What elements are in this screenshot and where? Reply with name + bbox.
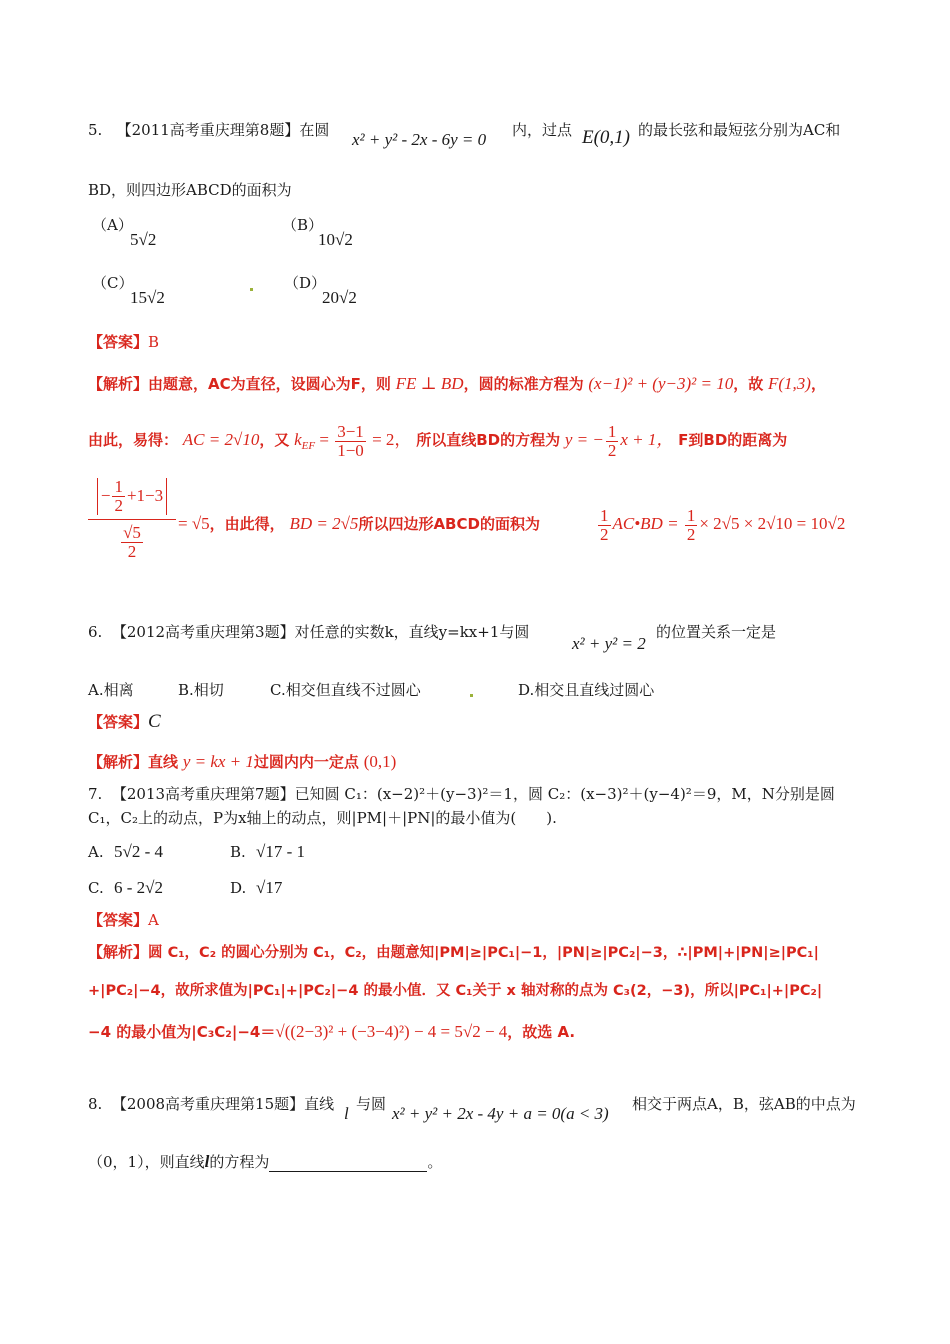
q5-number: 5. bbox=[88, 121, 103, 139]
q7-option-d-label: D. bbox=[230, 879, 247, 897]
q5-option-c-value: 15√2 bbox=[130, 288, 165, 307]
q5-solution-area: $\frac{1}{2}$ AC•BD = $\frac{1}{2}$ × 2√5 × 2√10 = 10√2 bbox=[600, 505, 846, 544]
q7-option-a-label: A. bbox=[88, 843, 104, 861]
answer-label: 【答案】 bbox=[88, 333, 149, 351]
answer-value: B bbox=[148, 333, 160, 351]
q5-answer bbox=[88, 332, 159, 352]
q6-option-b: B.相切 bbox=[178, 681, 224, 699]
q7-solution-line2: +|PC₂|−4，故所求值为|PC₁|+|PC₂|−4 的最小值．又 C₁关于 x 轴对称的点为 C₃(2，−3)，所以|PC₁|+|PC₂| bbox=[88, 983, 823, 999]
fraction: $\frac{1}{2}$ bbox=[686, 505, 696, 544]
q6-solution: 【解析】直线 y = kx + 1过圆内内一定点 (0,1) bbox=[88, 752, 397, 771]
q8-line-l: l bbox=[344, 1104, 349, 1123]
fraction: $\frac{1}{2}$ bbox=[114, 477, 123, 515]
q6-option-a: A.相离 bbox=[88, 681, 134, 699]
fraction: $\frac{√5}{2}$ bbox=[123, 523, 141, 561]
q7-line2: C₁，C₂上的动点，P为x轴上的动点，则|PM|＋|PN|的最小值为( ). bbox=[88, 809, 557, 827]
q5-line2: BD，则四边形ABCD的面积为 bbox=[88, 181, 292, 199]
q7-answer: 【答案】A bbox=[88, 911, 159, 929]
q8-circle-equation: x² + y² + 2x - 4y + a = 0(a < 3) bbox=[392, 1104, 609, 1123]
q6-option-d: D.相交且直线过圆心 bbox=[518, 681, 655, 699]
q8-text-mid: 与圆 bbox=[356, 1095, 387, 1113]
q5-line1 bbox=[88, 120, 329, 140]
q5-solution-line2: 由此，易得： AC = 2√10，又 $k_{EF}$ = $\frac{3-1}{1-0}$ = 2， 所以直线BD的方程为 y = − $\frac{1}{2}$ x + 1， F到BD的距离为 bbox=[88, 421, 788, 460]
q7-option-b-value: √17 - 1 bbox=[256, 842, 305, 861]
q8-source: 【2008高考重庆理第15题】 bbox=[111, 1095, 305, 1113]
q6-source: 【2012高考重庆理第3题】 bbox=[111, 623, 295, 641]
q5-option-b-label: （B） bbox=[282, 216, 324, 234]
stray-dot bbox=[250, 288, 253, 291]
q5-text-pre: 在圆 bbox=[299, 121, 330, 139]
q6-line1: 6. 【2012高考重庆理第3题】对任意的实数k，直线y=kx+1与圆 bbox=[88, 623, 530, 641]
q5-source: 【2011高考重庆理第8题】 bbox=[116, 121, 300, 139]
q5-option-c-label: （C） bbox=[92, 274, 134, 292]
solution-label: 【解析】 bbox=[88, 375, 149, 393]
q5-solution-line3: = √5，由此得， BD = 2√5所以四边形ABCD的面积为 bbox=[178, 514, 540, 533]
answer-blank[interactable] bbox=[269, 1155, 427, 1172]
q5-distance-fraction: − $\frac{1}{2}$ +1−3 $\frac{√5}{2}$ bbox=[88, 478, 176, 561]
q6-option-c: C.相交但直线不过圆心 bbox=[270, 681, 421, 699]
fraction: $\frac{1}{2}$ bbox=[600, 505, 609, 544]
q5-option-b-value: 10√2 bbox=[318, 230, 353, 249]
q5-text-mid: 内，过点 bbox=[512, 121, 573, 139]
q7-option-c-value: 6 - 2√2 bbox=[114, 878, 163, 897]
q6-text-post: 的位置关系一定是 bbox=[656, 623, 777, 641]
q7-solution-line3: −4 的最小值为|C₃C₂|−4＝√((2−3)² + (−3−4)²) − 4 = 5√2 − 4，故选 A. bbox=[88, 1022, 576, 1041]
q6-circle-equation: x² + y² = 2 bbox=[572, 634, 646, 653]
q7-option-d-value: √17 bbox=[256, 878, 283, 897]
q8-line2: （0，1），则直线l的方程为 。 bbox=[88, 1152, 443, 1171]
fraction: $\frac{3-1}{1-0}$ bbox=[337, 421, 364, 460]
q7-option-c-label: C. bbox=[88, 879, 104, 897]
q7-option-b-label: B. bbox=[230, 843, 246, 861]
q5-point-e: E(0,1) bbox=[582, 127, 631, 148]
q7-line1: 7. 【2013高考重庆理第7题】已知圆 C₁：(x−2)²＋(y−3)²＝1，圆 C₂：(x−3)²＋(y−4)²＝9，M，N分别是圆 bbox=[88, 785, 835, 803]
q5-option-d-value: 20√2 bbox=[322, 288, 357, 307]
q5-option-d-label: （D） bbox=[284, 274, 327, 292]
q5-solution-line1: 【解析】由题意，AC为直径，设圆心为F，则 FE ⊥ BD，圆的标准方程为 (x−1)² + (y−3)² = 10，故 F(1,3)， bbox=[88, 374, 826, 393]
q5-text-post: 的最长弦和最短弦分别为AC和 bbox=[638, 121, 841, 139]
q5-option-a-value: 5√2 bbox=[130, 230, 157, 249]
q8-line1: 8. 【2008高考重庆理第15题】直线 bbox=[88, 1095, 335, 1113]
q7-option-a-value: 5√2 - 4 bbox=[114, 842, 163, 861]
q8-text-post: 相交于两点A，B，弦AB的中点为 bbox=[632, 1095, 856, 1113]
q6-answer: 【答案】C bbox=[88, 711, 161, 732]
q5-circle-equation: x² + y² - 2x - 6y = 0 bbox=[352, 130, 487, 149]
q7-solution-line1: 【解析】圆 C₁，C₂ 的圆心分别为 C₁，C₂，由题意知|PM|≥|PC₁|−1，|PN|≥|PC₂|−3，∴|PM|+|PN|≥|PC₁| bbox=[88, 943, 819, 961]
fraction: $\frac{1}{2}$ bbox=[607, 421, 617, 460]
q7-source: 【2013高考重庆理第7题】 bbox=[111, 785, 295, 803]
q5-option-a-label: （A） bbox=[92, 216, 133, 234]
stray-dot bbox=[470, 694, 473, 697]
